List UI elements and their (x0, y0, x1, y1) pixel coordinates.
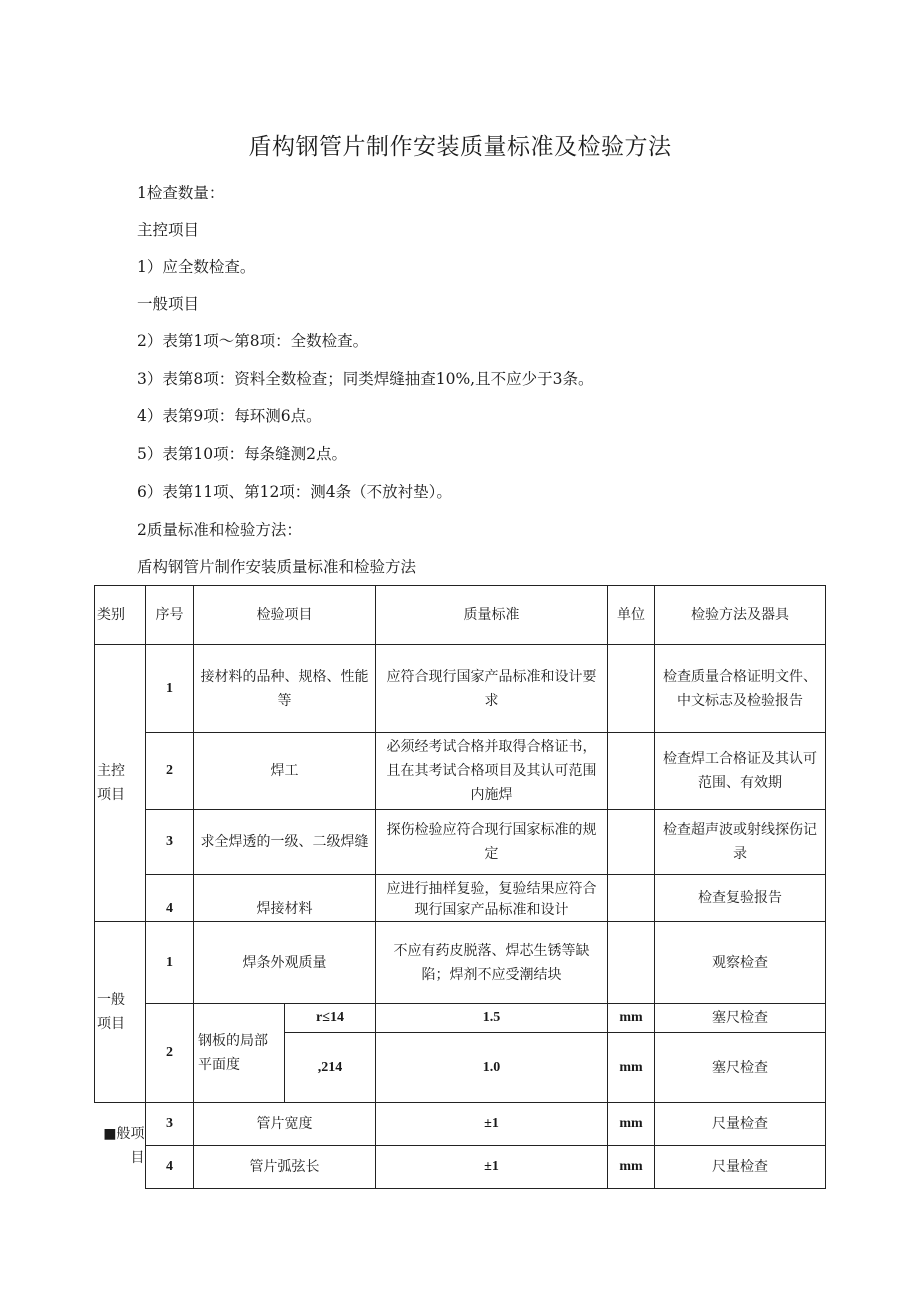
text-line: 5）表第10项：每条缝测2点。 (137, 445, 347, 463)
row-number: 1 (146, 645, 194, 733)
quality-standard: ±1 (376, 1103, 608, 1146)
quality-standard: 应符合现行国家产品标准和设计要求 (376, 645, 608, 733)
unit: mm (608, 1103, 655, 1146)
header-standard: 质量标准 (376, 586, 608, 645)
category-general: 一般项目 (95, 922, 146, 1103)
header-item: 检验项目 (194, 586, 376, 645)
section-heading-quality-standard: 2质量标准和检验方法： (137, 521, 302, 539)
table-row (95, 875, 826, 922)
condition: r≤14 (285, 1004, 376, 1033)
inspection-method: 尺量检查 (655, 1146, 826, 1189)
unit (608, 922, 655, 1004)
section-heading-inspection-quantity: 1检查数量： (137, 184, 225, 202)
text-line: 6）表第11项、第12项：测4条（不放衬垫）。 (137, 483, 452, 501)
condition: ,214 (285, 1033, 376, 1103)
header-category: 类别 (95, 586, 146, 645)
row-number: 4 (146, 1146, 194, 1189)
text-line: 4）表第9项：每环测6点。 (137, 407, 322, 425)
inspection-item: 焊接材料 (194, 875, 376, 922)
unit: mm (608, 1033, 655, 1103)
table-row (95, 1146, 826, 1189)
inspection-method: 检查复验报告 (655, 875, 826, 922)
inspection-method: 检查质量合格证明文件、中文标志及检验报告 (655, 645, 826, 733)
category-general-continued: ■般项目 (95, 1103, 146, 1189)
table-caption: 盾构钢管片制作安装质量标准和检验方法 (137, 558, 417, 576)
inspection-item: 钢板的局部平面度 (194, 1004, 285, 1103)
inspection-method: 塞尺检查 (655, 1033, 826, 1103)
table-row (95, 1103, 826, 1146)
inspection-item: 焊工 (194, 733, 376, 810)
table-row (95, 645, 826, 733)
quality-standard: 1.0 (376, 1033, 608, 1103)
inspection-method: 检查超声波或射线探伤记录 (655, 810, 826, 875)
inspection-item: 管片宽度 (194, 1103, 376, 1146)
inspection-method: 检查焊工合格证及其认可范围、有效期 (655, 733, 826, 810)
quality-standard: 1.5 (376, 1004, 608, 1033)
inspection-method: 塞尺检查 (655, 1004, 826, 1033)
inspection-item: 接材料的品种、规格、性能等 (194, 645, 376, 733)
inspection-method: 观察检查 (655, 922, 826, 1004)
unit (608, 733, 655, 810)
subheading-main-control: 主控项目 (137, 221, 200, 239)
header-method: 检验方法及器具 (655, 586, 826, 645)
table-row (95, 922, 826, 1004)
inspection-item: 求全焊透的一级、二级焊缝 (194, 810, 376, 875)
header-unit: 单位 (608, 586, 655, 645)
unit: mm (608, 1004, 655, 1033)
header-number: 序号 (146, 586, 194, 645)
table-row (95, 733, 826, 810)
subheading-general: 一般项目 (137, 295, 200, 313)
text-line: 1）应全数检查。 (137, 258, 256, 276)
quality-standard: 不应有药皮脱落、焊芯生锈等缺陷；焊剂不应受潮结块 (376, 922, 608, 1004)
quality-standard: ±1 (376, 1146, 608, 1189)
unit (608, 645, 655, 733)
unit: mm (608, 1146, 655, 1189)
unit (608, 875, 655, 922)
row-number: 2 (146, 733, 194, 810)
row-number: 2 (146, 1004, 194, 1103)
quality-standard: 应进行抽样复验，复验结果应符合现行国家产品标准和设计 (376, 875, 608, 922)
unit (608, 810, 655, 875)
table-header-row (95, 586, 826, 645)
row-number: 3 (146, 810, 194, 875)
page-title: 盾构钢管片制作安装质量标准及检验方法 (248, 134, 672, 160)
row-number: 4 (146, 875, 194, 922)
inspection-method: 尺量检查 (655, 1103, 826, 1146)
row-number: 1 (146, 922, 194, 1004)
table-row (95, 1004, 826, 1033)
quality-standard: 必须经考试合格并取得合格证书，且在其考试合格项目及其认可范围内施焊 (376, 733, 608, 810)
table-row (95, 810, 826, 875)
quality-standard-table (94, 585, 826, 1189)
inspection-item: 焊条外观质量 (194, 922, 376, 1004)
text-line: 3）表第8项：资料全数检查；同类焊缝抽查10%,且不应少于3条。 (137, 370, 594, 388)
inspection-item: 管片弧弦长 (194, 1146, 376, 1189)
quality-standard: 探伤检验应符合现行国家标准的规定 (376, 810, 608, 875)
category-main-control: 主控项目 (95, 645, 146, 922)
row-number: 3 (146, 1103, 194, 1146)
text-line: 2）表第1项～第8项：全数检查。 (137, 332, 369, 350)
